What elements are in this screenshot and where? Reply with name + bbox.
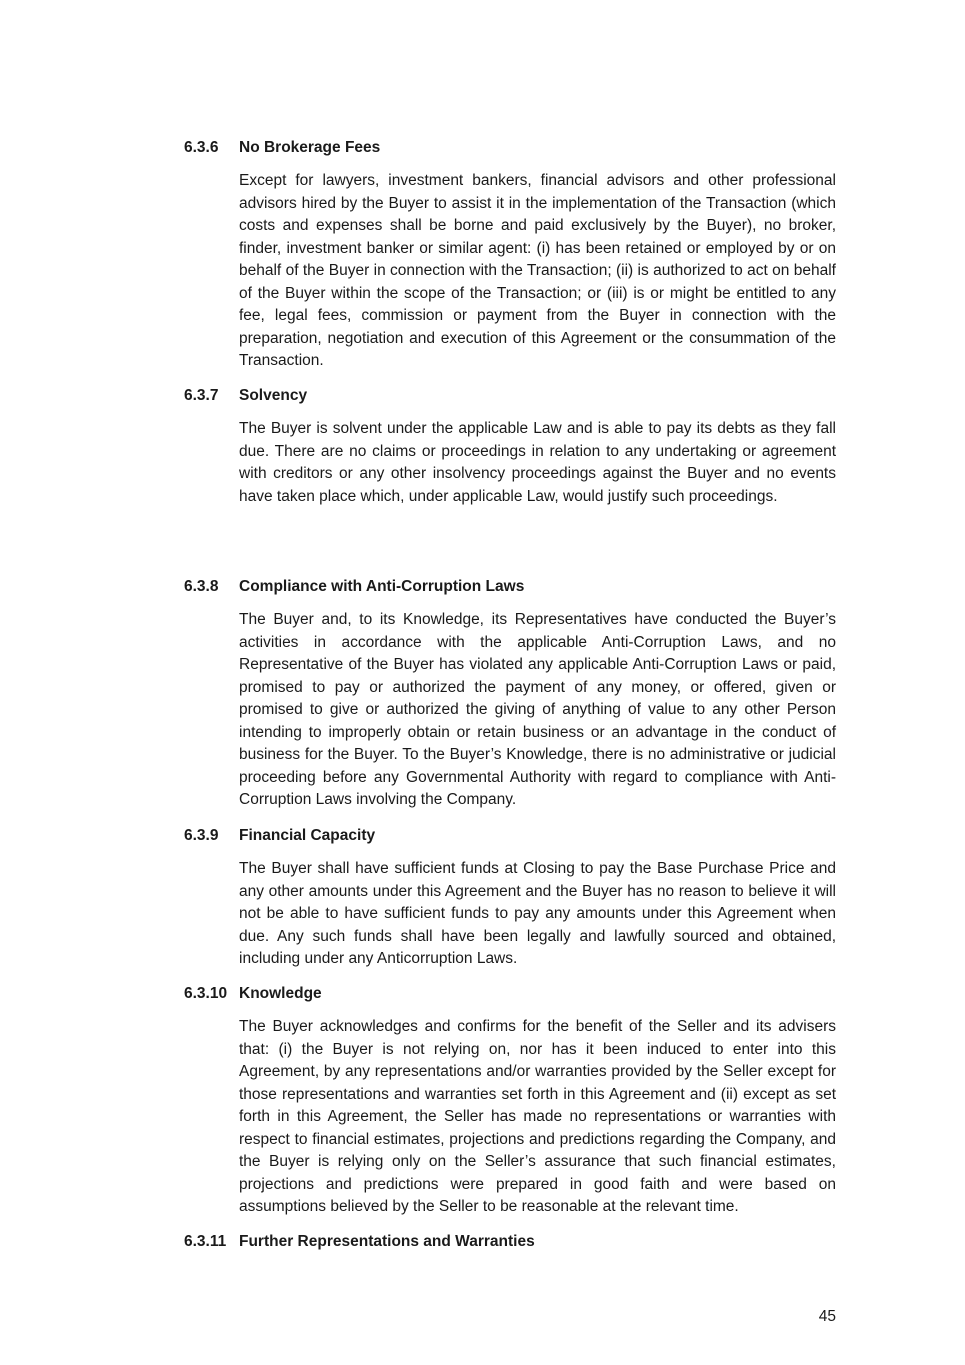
section-heading	[184, 137, 836, 159]
section-heading	[184, 576, 836, 598]
section-heading	[184, 825, 836, 847]
section-body: The Buyer shall have sufficient funds at Closing to pay the Base Purchase Price and any other amounts under this Agreement and the Buyer has no reason to believe it will not be able to have sufficient funds to pay any amounts under this Agreement when due. Any such funds shall have been legally and lawfully sourced and obtained, including under any Anticorruption Laws.	[239, 860, 836, 967]
section-number: 6.3.9	[184, 827, 219, 844]
section-body: The Buyer acknowledges and confirms for the benefit of the Seller and its advisers that: (i) the Buyer is not relying on, nor has it been induced to enter into this Agreement, by any representations and/or warranties provided by the Seller except for those representations and warranties set forth in this Agreement and (ii) except as set forth in this Agreement, the Seller has made no representations or warranties with respect to financial estimates, projections and predictions regarding the Company, and the Buyer is relying only on the Seller’s assurance that such financial estimates, projections and predictions were prepared in good faith and were based on assumptions believed by the Seller to be reasonable at the relevant time.	[239, 1018, 836, 1215]
section-heading	[184, 1231, 836, 1253]
section-body: Except for lawyers, investment bankers, financial advisors and other professional advisors hired by the Buyer to assist it in the implementation of the Transaction (which costs and expenses shall be borne and paid exclusively by the Buyer), no broker, finder, investment banker or similar agent: (i) has been retained or employed by or on behalf of the Buyer in connection with the Transaction; (ii) is authorized to act on behalf of the Buyer within the scope of the Transaction; or (iii) is or might be entitled to any fee, legal fees, commission or payment from the Buyer in connection with the preparation, negotiation and execution of this Agreement or the consummation of the Transaction.	[239, 172, 836, 369]
section-title: No Brokerage Fees	[239, 139, 381, 156]
section-number: 6.3.8	[184, 578, 219, 595]
section-heading	[184, 983, 836, 1005]
section-6-3-8	[184, 576, 836, 812]
section-body: The Buyer is solvent under the applicable Law and is able to pay its debts as they fall due. There are no claims or proceedings in relation to any undertaking or agreement with creditors or any other insolvency proceedings against the Buyer and no events have taken place which, under applicable Law, would justify such proceedings.	[239, 420, 836, 505]
section-body: The Buyer and, to its Knowledge, its Representatives have conducted the Buyer’s activities in accordance with the applicable Anti-Corruption Laws, and no Representative of the Buyer has violated any applicable Anti-Corruption Laws or paid, promised to pay or authorized the payment of any money, or offered, given or promised to give or authorized the giving of anything of value to any other Person intending to improperly obtain or retain business or an advantage in the conduct of business for the Buyer. To the Buyer’s Knowledge, there is no administrative or judicial proceeding before any Governmental Authority with regard to compliance with Anti-Corruption Laws involving the Company.	[239, 611, 836, 808]
section-title: Compliance with Anti-Corruption Laws	[239, 578, 525, 595]
section-6-3-9	[184, 825, 836, 971]
section-number: 6.3.10	[184, 985, 228, 1002]
section-6-3-6	[184, 137, 836, 373]
section-number: 6.3.6	[184, 139, 219, 156]
section-title: Financial Capacity	[239, 827, 376, 844]
page-number: 45	[818, 1308, 836, 1325]
section-6-3-11	[184, 1231, 836, 1253]
section-6-3-10	[184, 983, 836, 1219]
section-number: 6.3.11	[184, 1233, 227, 1250]
section-number: 6.3.7	[184, 387, 219, 404]
section-title: Knowledge	[239, 985, 322, 1002]
section-6-3-7	[184, 385, 836, 508]
section-title: Solvency	[239, 387, 308, 404]
section-title: Further Representations and Warranties	[239, 1233, 535, 1250]
section-heading	[184, 385, 836, 407]
